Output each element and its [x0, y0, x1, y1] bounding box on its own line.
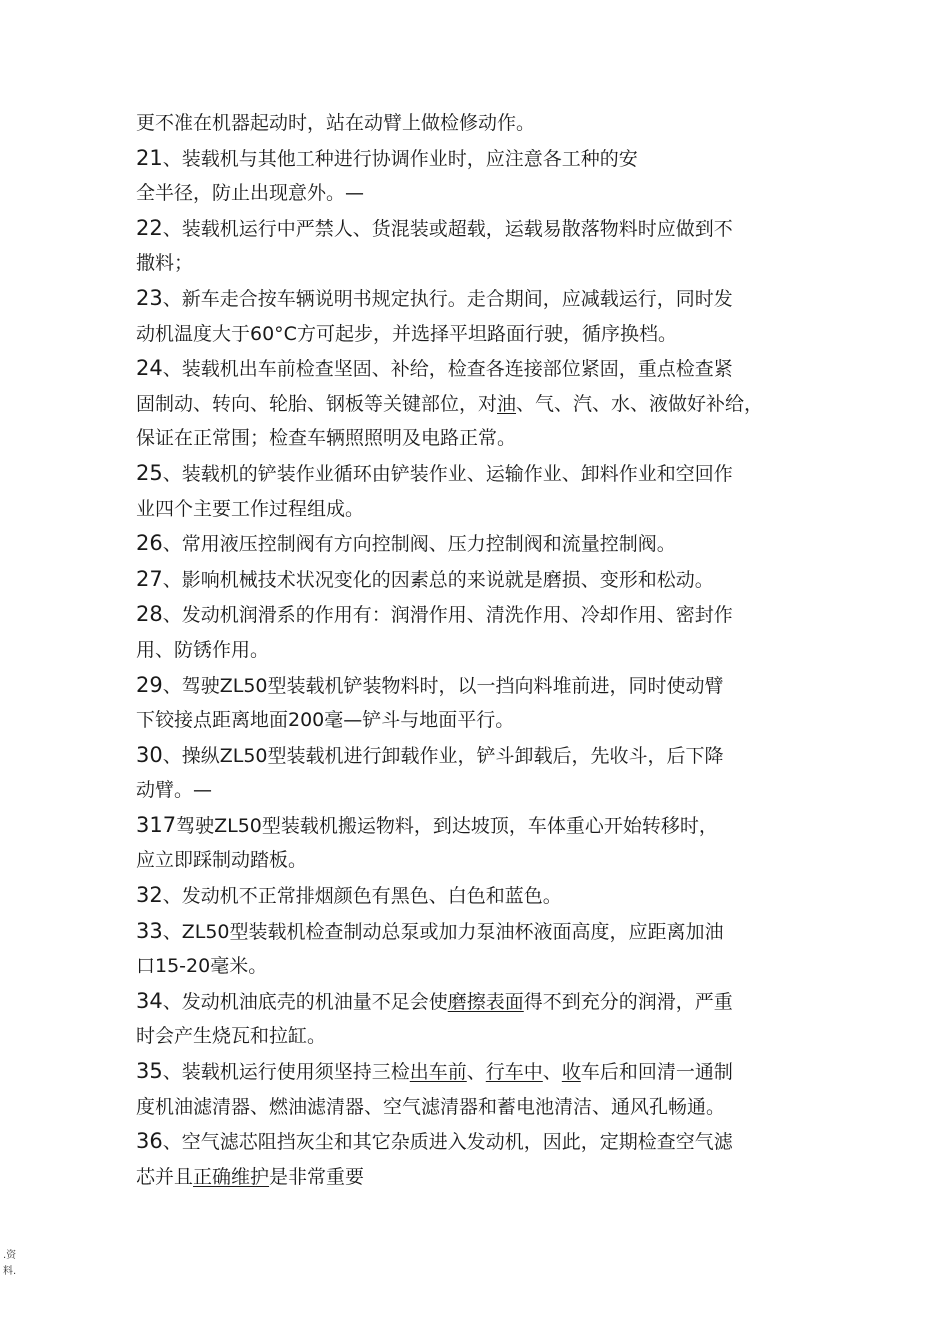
document-body — [136, 106, 836, 1194]
text-line-underlined: 芯并且正确维护是非常重要 — [136, 1165, 365, 1188]
text-line: 24、装载机出车前检查坚固、补给，检查各连接部位紧固，重点检查紧 — [136, 356, 733, 381]
page-footer — [3, 1248, 16, 1280]
footer-line: .资 — [3, 1250, 17, 1261]
text-line: 25、装载机的铲装作业循环由铲装作业、运输作业、卸料作业和空回作 — [136, 460, 733, 485]
text-line: 317驾驶ZL50型装载机搬运物料，到达坡顶，车体重心开始转移时， — [136, 812, 718, 837]
text-line: 撒料； — [136, 252, 194, 275]
text-line: 用、防锈作用。 — [136, 638, 270, 661]
item-number: 26 — [136, 531, 163, 556]
item-number: 25 — [136, 460, 163, 485]
text-line: 29、驾驶ZL50型装载机铲装物料时，以一挡向料堆前进，同时使动臂 — [136, 672, 724, 697]
item-number: 22 — [136, 215, 163, 240]
text-line: 应立即踩制动踏板。 — [136, 849, 308, 872]
item-number: 21 — [136, 145, 163, 170]
item-number: 317 — [136, 812, 177, 837]
text-line: 度机油滤清器、燃油滤清器、空气滤清器和蓄电池清洁、通风孔畅通。 — [136, 1095, 726, 1118]
underlined-term: 正确维护 — [193, 1165, 270, 1188]
item-number: 30 — [136, 742, 163, 767]
text-line: 26、常用液压控制阀有方向控制阀、压力控制阀和流量控制阀。 — [136, 531, 676, 556]
underlined-term: 行车中 — [485, 1061, 543, 1084]
item-number: 36 — [136, 1129, 163, 1154]
text-line: 36、空气滤芯阻挡灰尘和其它杂质进入发动机，因此，定期检查空气滤 — [136, 1129, 733, 1154]
text-line-underlined: 34、发动机油底壳的机油量不足会使磨擦表面得不到充分的润滑，严重 — [136, 988, 733, 1013]
underlined-term: 油 — [497, 392, 517, 415]
footer-line: 料. — [3, 1266, 17, 1277]
item-number: 23 — [136, 285, 163, 310]
text-line: 业四个主要工作过程组成。 — [136, 497, 365, 520]
text-line: 21、装载机与其他工种进行协调作业时，应注意各工种的安 — [136, 145, 638, 170]
text-line-underlined: 固制动、转向、轮胎、钢板等关键部位，对油、气、汽、水、液做好补给， — [136, 392, 764, 415]
item-number: 33 — [136, 918, 163, 943]
item-number: 24 — [136, 356, 163, 381]
text-line: 口15-20毫米。 — [136, 955, 268, 978]
text-line: 23、新车走合按车辆说明书规定执行。走合期间，应减载运行，同时发 — [136, 285, 733, 310]
item-number: 32 — [136, 883, 163, 908]
text-line: 动臂。— — [136, 779, 213, 802]
text-line: 下铰接点距离地面200毫—铲斗与地面平行。 — [136, 709, 515, 732]
text-line: 22、装载机运行中严禁人、货混装或超载，运载易散落物料时应做到不 — [136, 215, 733, 240]
text-line: 28、发动机润滑系的作用有：润滑作用、清洗作用、冷却作用、密封作 — [136, 602, 733, 627]
underlined-term: 磨擦表面 — [447, 990, 524, 1013]
text-line: 时会产生烧瓦和拉缸。 — [136, 1025, 327, 1048]
text-line: 更不准在机器起动时，站在动臂上做检修动作。 — [136, 112, 536, 134]
text-line: 保证在正常围；检查车辆照照明及电路正常。 — [136, 427, 517, 450]
underlined-term: 出车前 — [409, 1061, 467, 1084]
text-line: 32、发动机不正常排烟颜色有黑色、白色和蓝色。 — [136, 883, 562, 908]
underlined-term: 收 — [561, 1061, 581, 1084]
text-line: 30、操纵ZL50型装载机进行卸载作业，铲斗卸载后，先收斗，后下降 — [136, 742, 724, 767]
item-number: 34 — [136, 988, 163, 1013]
text-line-underlined: 35、装载机运行使用须坚持三检出车前、行车中、收车后和回清一通制 — [136, 1059, 733, 1084]
text-line: 全半径，防止出现意外。— — [136, 182, 365, 205]
text-line: 33、ZL50型装载机检查制动总泵或加力泵油杯液面高度，应距离加油 — [136, 918, 724, 943]
item-number: 35 — [136, 1059, 163, 1084]
item-number: 28 — [136, 602, 163, 627]
text-line: 27、影响机械技术状况变化的因素总的来说就是磨损、变形和松动。 — [136, 566, 714, 591]
text-line: 动机温度大于60°C方可起步，并选择平坦路面行驶，循序换档。 — [136, 322, 677, 345]
item-number: 29 — [136, 672, 163, 697]
item-number: 27 — [136, 566, 163, 591]
